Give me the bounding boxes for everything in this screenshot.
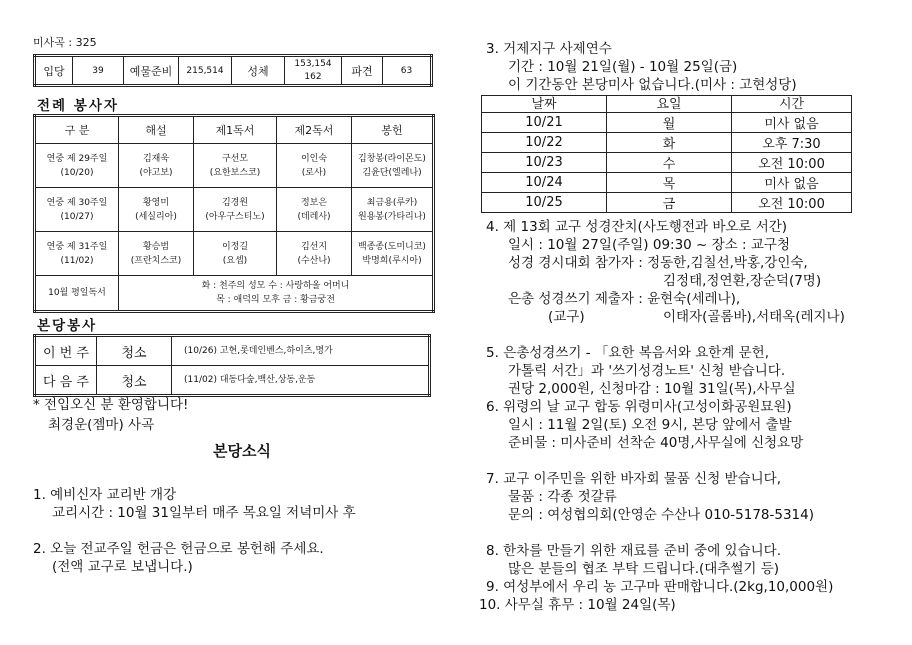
section-title: 본당소식 [213, 442, 271, 460]
table-row: 10/22 화 오후 7:30 [482, 133, 852, 153]
notice-item: 10. 사무실 휴무 : 10월 24일(목) [479, 597, 676, 613]
col-header: 해설 [119, 116, 194, 144]
stat-value: 39 [73, 56, 124, 86]
notice-item: 9. 여성부에서 우리 농 고구마 판매합니다.(2kg,10,000원) [486, 579, 834, 595]
notice-item: 이태자(골롬바),서태옥(레지나) [663, 309, 845, 325]
notice-item: 준비물 : 미사준비 선착순 40명,사무실에 신청요망 [508, 435, 804, 451]
notice-item: 은총 성경쓰기 제출자 : 윤현숙(세레나), [508, 291, 741, 307]
col-header: 봉헌 [352, 116, 434, 144]
cleaning-table [33, 334, 431, 397]
liturgy-title: 전례 봉사자 [37, 98, 119, 114]
stat-label: 성체 [232, 56, 285, 86]
notice-item: 교리시간 : 10월 31일부터 매주 목요일 저녁미사 후 [52, 505, 356, 521]
notice-item: 2. 오늘 전교주일 헌금은 헌금으로 봉헌해 주세요. [33, 541, 324, 557]
table-row: 연중 제 29주일 (10/20) 김재욱 (야고보) 구선모 (요한보스코) 이인숙 (로사) 김창봉(라이몬도) 김윤단(엘레나) [35, 144, 434, 188]
stat-value: 153,154 162 [285, 56, 342, 86]
col-header: 요일 [607, 96, 732, 113]
notice-item: 5. 은총성경쓰기 - 「요한 복음서와 요한계 문헌, [486, 345, 769, 361]
notice-item: (교구) [548, 309, 585, 325]
notice-item: 1. 예비신자 교리반 개강 [33, 487, 177, 503]
stat-label: 파견 [342, 56, 383, 86]
notice-item: (전액 교구로 보냅니다.) [52, 559, 193, 575]
table-row: 10월 평일독서 화 : 천주의 성모 수 : 사랑하올 어머니 목 : 애덕의 모후 금 : 황금궁전 [35, 276, 434, 312]
table-row: 다 음 주 청소 (11/02) 대동다숲,백산,상동,운동 [35, 366, 430, 396]
notice-item: 3. 거제지구 사제연수 [486, 41, 612, 57]
table-row: 10/24 목 미사 없음 [482, 173, 852, 193]
table-row: 연중 제 30주일 (10/27) 황영미 (세실리아) 김경원 (아우구스티노) 정보은 (데레사) 최금용(루카) 원용봉(가타리나) [35, 188, 434, 232]
stat-value: 215,514 [179, 56, 232, 86]
table-row: 연중 제 31주일 (11/02) 황승범 (프란치스코) 이정길 (요셉) 김선지 (수산나) 백종종(도미니코) 박명희(루시아) [35, 232, 434, 276]
liturgy-table [33, 114, 435, 313]
notice-item: 문의 : 여성협의회(안영순 수산나 010-5178-5314) [508, 507, 815, 523]
table-row: 이 번 주 청소 (10/26) 고현,롯데인벤스,하이츠,명가 [35, 336, 430, 366]
mass-song-label: 미사곡 : 325 [33, 36, 97, 49]
notice-item: 일시 : 10월 27일(주일) 09:30 ~ 장소 : 교구청 [508, 237, 790, 253]
notice-item: 기간 : 10월 21일(월) - 10월 25일(금) [508, 59, 738, 75]
notice-item: 7. 교구 이주민을 위한 바자회 물품 신청 받습니다, [486, 471, 781, 487]
col-header: 제1독서 [194, 116, 277, 144]
notice-item: 많은 분들의 협조 부탁 드립니다.(대추썰기 등) [508, 561, 780, 577]
table-row: 10/21 월 미사 없음 [482, 113, 852, 133]
stat-label: 입당 [35, 56, 73, 86]
cleaning-title: 본당봉사 [37, 318, 98, 334]
notice-item: 6. 위령의 날 교구 합동 위령미사(고성이화공원묘원) [486, 399, 792, 415]
table-row: 10/23 수 오전 10:00 [482, 153, 852, 173]
stat-value: 63 [383, 56, 432, 86]
notice-item: 김정태,정연환,장순덕(7명) [663, 273, 822, 289]
notice-item: 가톨릭 서간」과 '쓰기성경노트' 신청 받습니다. [508, 363, 786, 379]
notice-item: 8. 한차를 만들기 위한 재료를 준비 중에 있습니다. [486, 543, 781, 559]
stat-label: 예물준비 [124, 56, 179, 86]
notice-item: 성경 경시대회 참가자 : 정동한,김칠선,박홍,강인숙, [508, 255, 808, 271]
notice-item: 4. 제 13회 교구 성경잔치(사도행전과 바오로 서간) [486, 219, 788, 235]
table-row: 10/25 금 오전 10:00 [482, 193, 852, 213]
col-header: 시간 [732, 96, 852, 113]
col-header: 제2독서 [277, 116, 352, 144]
schedule-table [481, 95, 852, 213]
mass-stats-table [33, 54, 433, 87]
col-header: 날짜 [482, 96, 607, 113]
welcome-text: * 전입오신 분 환영합니다! [33, 397, 189, 413]
newcomer-text: 최경운(젬마) 사곡 [48, 417, 155, 433]
notice-item: 물품 : 각종 젓갈류 [508, 489, 617, 505]
notice-item: 일시 : 11월 2일(토) 오전 9시, 본당 앞에서 출발 [508, 417, 792, 433]
notice-item: 이 기간동안 본당미사 없습니다.(미사 : 고현성당) [508, 77, 797, 93]
reading-label: 10월 평일독서 [35, 276, 119, 312]
notice-item: 권당 2,000원, 신청마감 : 10월 31일(목),사무실 [508, 381, 796, 397]
col-header: 구 분 [35, 116, 119, 144]
